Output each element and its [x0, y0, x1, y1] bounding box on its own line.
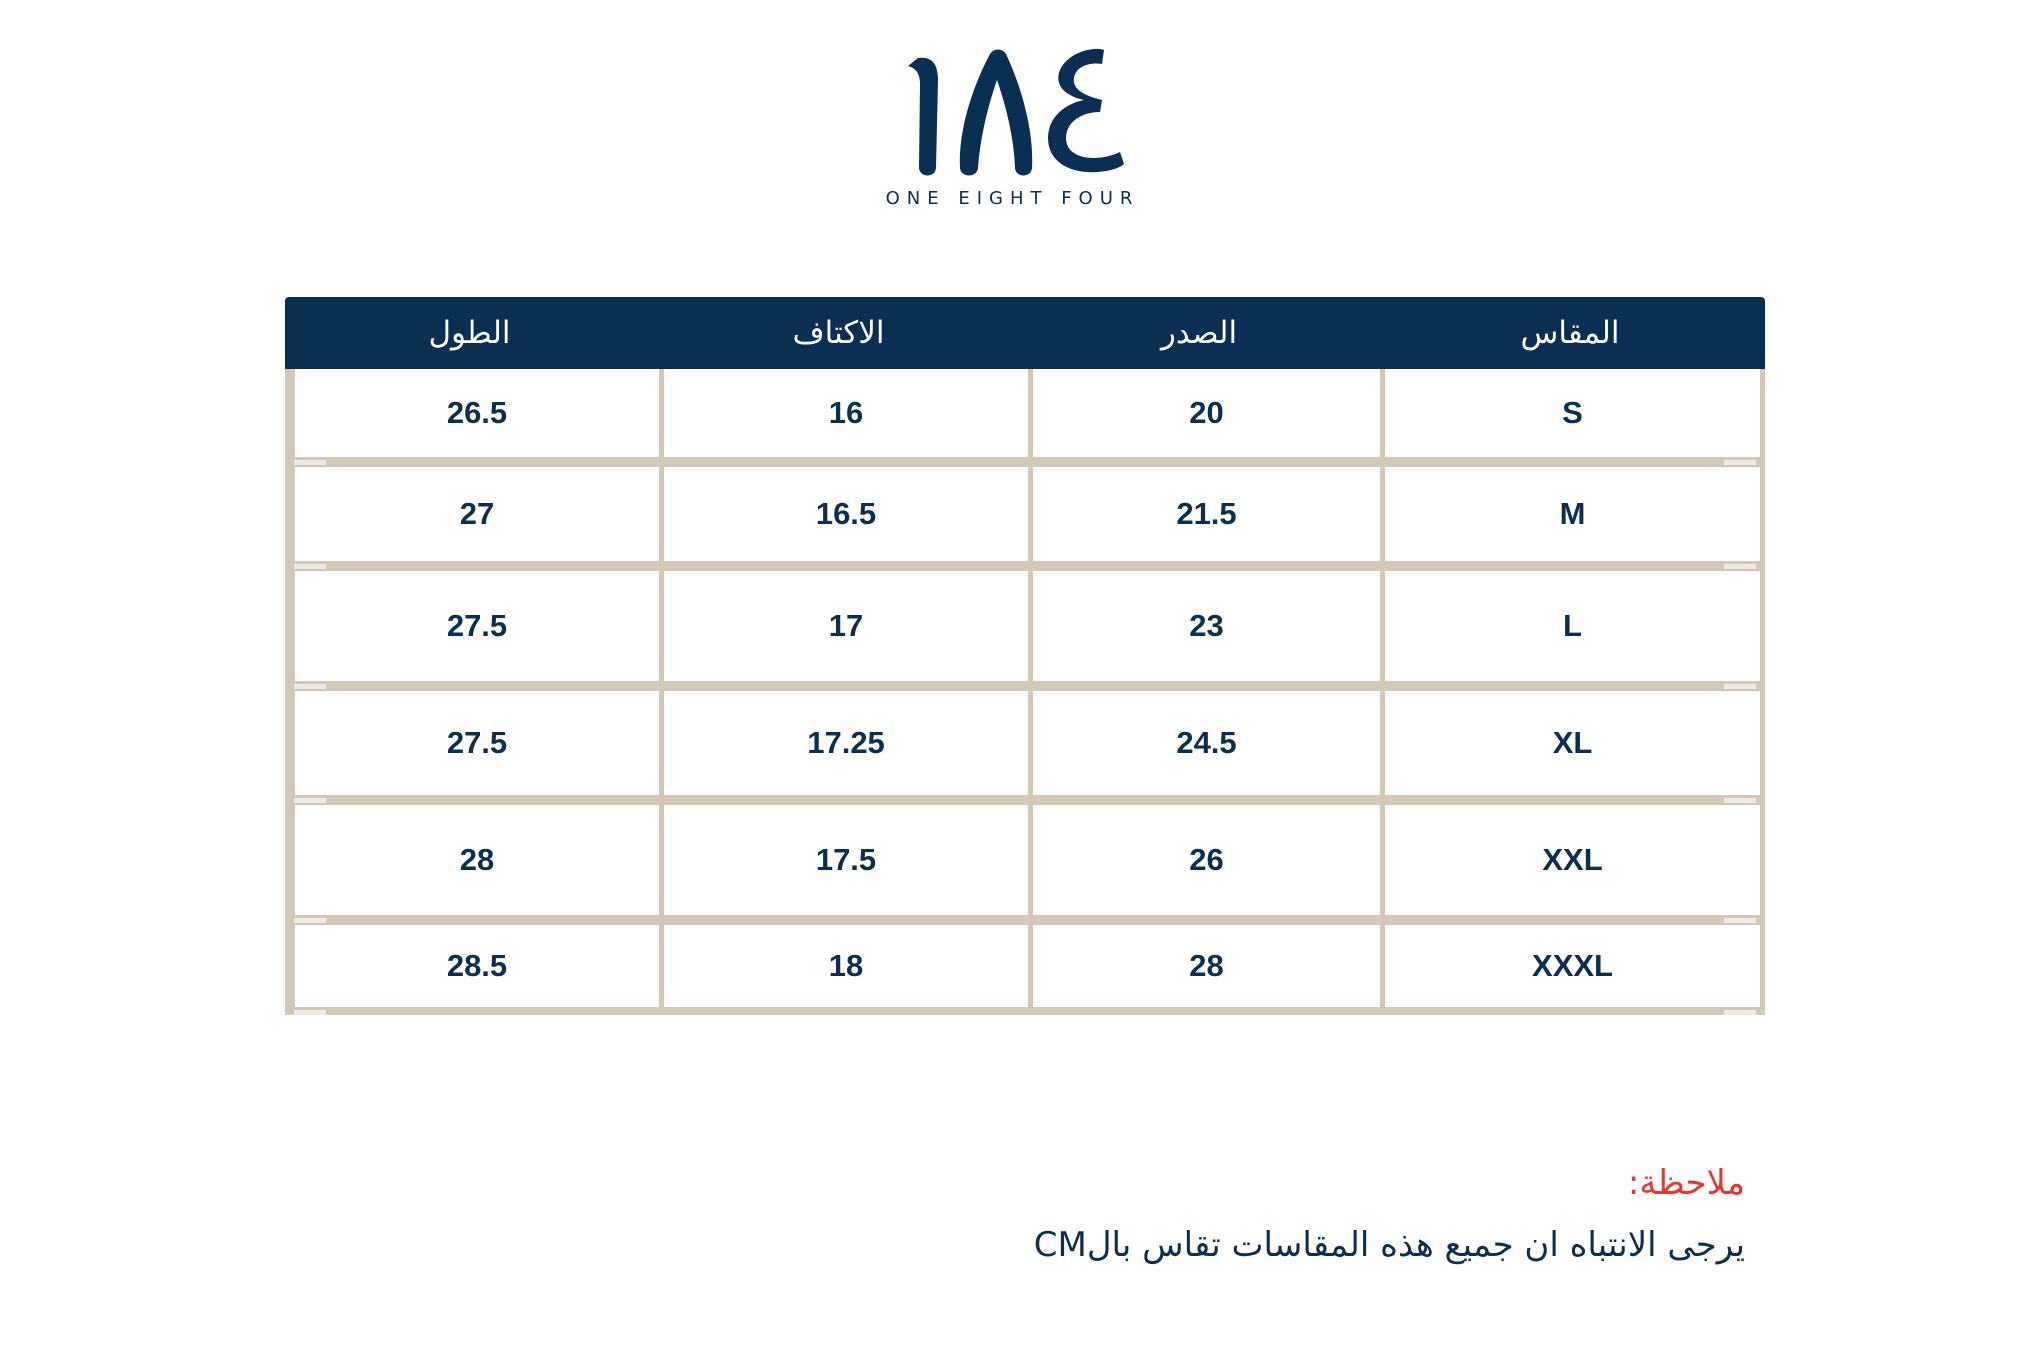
- cell-length: 27.5: [295, 691, 659, 795]
- measurement-note: [1034, 1158, 1745, 1270]
- header-length: الطول: [428, 315, 511, 351]
- cell-size: L: [1385, 571, 1760, 681]
- cell-chest: 26: [1033, 805, 1380, 915]
- cell-length: 27: [295, 467, 659, 561]
- note-text: يرجى الانتباه ان جميع هذه المقاسات تقاس بالCM: [1033, 1225, 1745, 1265]
- header-shoulders: الاكتاف: [792, 315, 885, 351]
- size-chart-table: [285, 297, 1765, 1015]
- row-edge-tick: [294, 1010, 326, 1015]
- row-edge-tick: [294, 918, 326, 923]
- row-edge-tick: [1724, 798, 1756, 803]
- row-edge-tick: [294, 798, 326, 803]
- cell-shoulders: 17: [664, 571, 1028, 681]
- row-edge-tick: [1724, 1010, 1756, 1015]
- table-row: [290, 571, 1760, 681]
- table-row: [290, 691, 1760, 795]
- table-row: [290, 805, 1760, 915]
- row-edge-tick: [1724, 684, 1756, 689]
- row-edge-tick: [294, 564, 326, 569]
- table-row: [290, 925, 1760, 1007]
- cell-size: XL: [1385, 691, 1760, 795]
- cell-length: 27.5: [295, 571, 659, 681]
- cell-shoulders: 16.5: [664, 467, 1028, 561]
- table-row: [290, 467, 1760, 561]
- table-row: [290, 369, 1760, 457]
- logo-tagline: ONE EIGHT FOUR: [885, 188, 1140, 209]
- note-label: ملاحظة:: [1627, 1163, 1745, 1203]
- cell-length: 28.5: [295, 925, 659, 1007]
- cell-size: XXL: [1385, 805, 1760, 915]
- row-edge-tick: [1724, 460, 1756, 465]
- cell-chest: 28: [1033, 925, 1380, 1007]
- header-chest: الصدر: [1160, 315, 1238, 351]
- row-edge-tick: [1724, 918, 1756, 923]
- cell-chest: 23: [1033, 571, 1380, 681]
- cell-size: M: [1385, 467, 1760, 561]
- cell-length: 26.5: [295, 369, 659, 457]
- table-body: [285, 369, 1765, 1015]
- cell-shoulders: 18: [664, 925, 1028, 1007]
- row-edge-tick: [1724, 564, 1756, 569]
- row-edge-tick: [294, 684, 326, 689]
- cell-shoulders: 16: [664, 369, 1028, 457]
- logo-numerals-mark: [898, 40, 1128, 185]
- cell-chest: 21.5: [1033, 467, 1380, 561]
- brand-logo: [880, 40, 1145, 220]
- cell-size: XXXL: [1385, 925, 1760, 1007]
- table-header: [285, 297, 1765, 369]
- header-size: المقاس: [1520, 315, 1620, 351]
- cell-shoulders: 17.5: [664, 805, 1028, 915]
- row-edge-tick: [294, 460, 326, 465]
- cell-length: 28: [295, 805, 659, 915]
- cell-chest: 24.5: [1033, 691, 1380, 795]
- cell-shoulders: 17.25: [664, 691, 1028, 795]
- cell-size: S: [1385, 369, 1760, 457]
- cell-chest: 20: [1033, 369, 1380, 457]
